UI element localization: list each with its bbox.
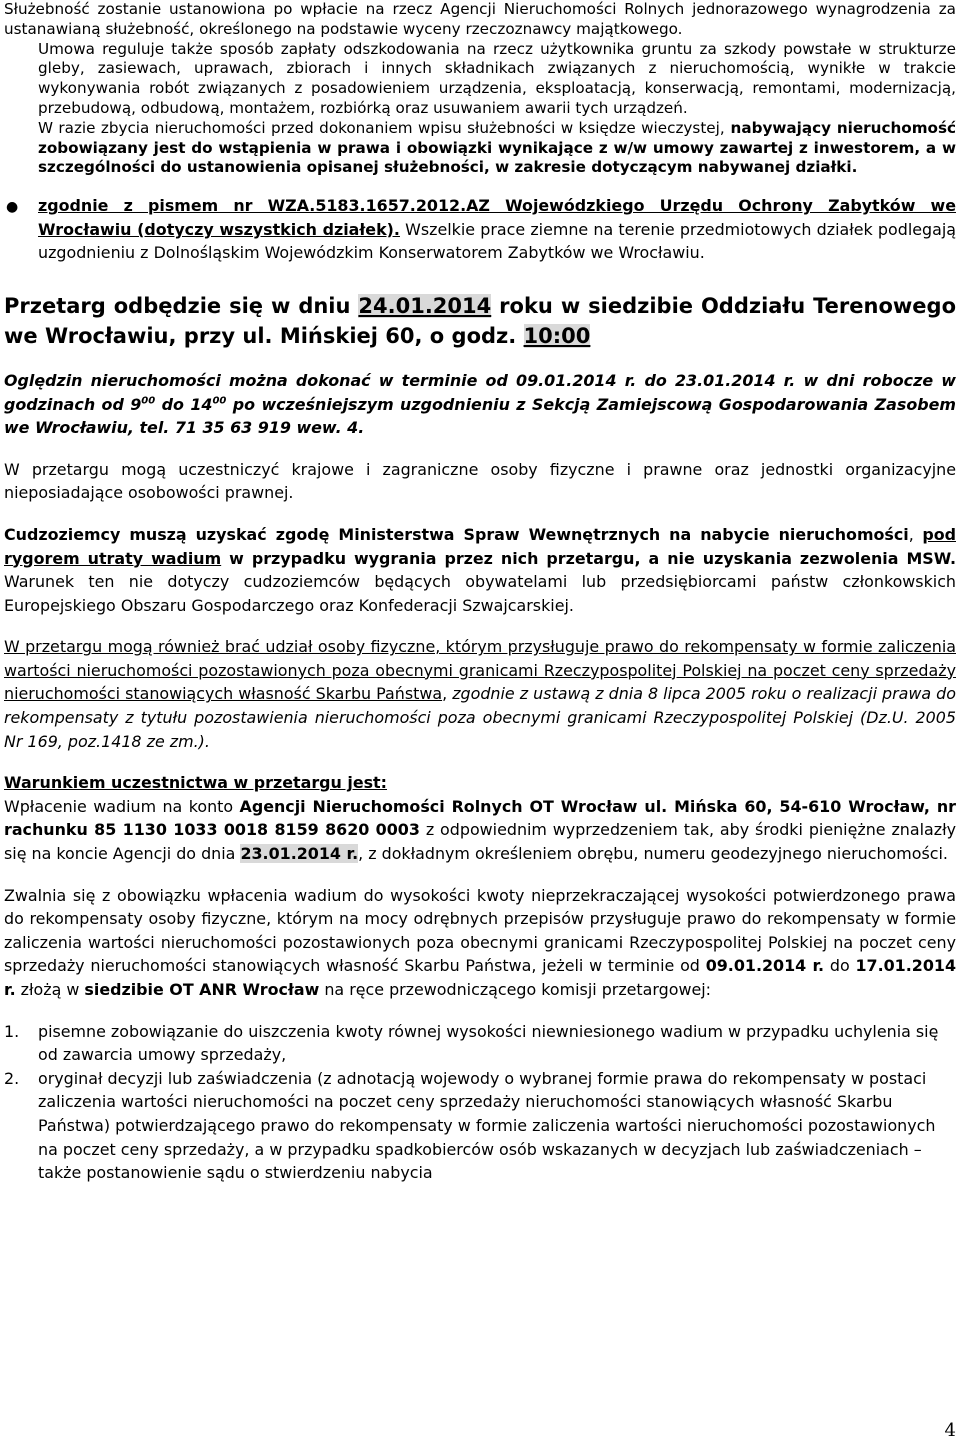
deposit-account: Agencji Nieruchomości Rolnych OT Wrocław ul. Mińska 60, 54-610 Wrocław, nr rachunku 85 1130 1033 0018 8159 8620 0003 (4, 796, 956, 840)
compensation-legal-basis: zgodnie z ustawą z dnia 8 lipca 2005 roku o realizacji prawa do rekompensaty z tytułu pozostawienia nieruchomości poza obecnymi granicami Rzeczypospolitej Polskiej (Dz.U. 2005 Nr 169, poz.1418 ze zm.). (4, 684, 956, 751)
paragraph-compensation-terms: Umowa reguluje także sposób zapłaty odszkodowania na rzecz użytkownika gruntu za szkody powstałe w strukturze gleby, zasiewach, uprawach, zbiorach i innych składnikach związanych z nieruchomością, wynikłe w trakcie wykonywania robót związanych z posadowieniem urządzenia, eksploatacją, konserwacją, remontami, modernizacją, przebudową, odbudową, montażem, rozbiórką oraz usuwaniem awarii tych urządzeń. (38, 39, 956, 117)
exemption-start-date: 09.01.2014 r. (705, 956, 825, 976)
monuments-office-reference: zgodnie z pismem nr WZA.5183.1657.2012.AZ Wojewódzkiego Urzędu Ochrony Zabytków we Wrocławiu (dotyczy wszystkich działek). (38, 196, 956, 239)
bullet-item-text (38, 194, 956, 265)
list-item-text: oryginał decyzji lub zaświadczenia (z adnotacją wojewody o wybranej formie prawa do rekompensaty w postaci zaliczenia wartości nieruchomości na poczet ceny sprzedaży nieruchomości stanowiących własność Skarbu Państwa) potwierdzającego prawo do rekompensaty w formie zaliczenia wartości nieruchomości pozostawionych na poczet ceny sprzedaży, a w przypadku spadkobierców osób wskazanych w decyzjach lub zaświadczeniach – także postanowienie sądu o stwierdzeniu nabycia (38, 1068, 936, 1183)
exemption-paragraph (4, 884, 956, 1002)
foreigners-paragraph (4, 523, 956, 617)
compensation-eligibility: W przetargu mogą również brać udział osoby fizyczne, którym przysługuje prawo do rekompensaty w formie zaliczenia wartości nieruchomości pozostawionych poza obecnymi granicami Rzeczypospolitej Polskiej na poczet ceny sprzedaży nieruchomości stanowiących własność Skarbu Państwa (4, 637, 956, 704)
bullet-item-monuments (4, 194, 956, 265)
foreigners-permit-text: Cudzoziemcy muszą uzyskać zgodę Ministerstwa Spraw Wewnętrznych na nabycie nieruchomości (4, 524, 909, 544)
list-item-number: 1. (4, 1021, 20, 1041)
document-page (4, 0, 956, 1185)
inspection-paragraph (4, 369, 956, 440)
paragraph-sale-before-entry (4, 119, 956, 178)
foreigners-condition: w przypadku wygrania przez nich przetargu, a nie uzyskania zezwolenia MSW. (221, 548, 956, 568)
auction-heading (4, 291, 956, 351)
list-item (4, 1020, 956, 1067)
inspection-text: Oględzin nieruchomości można dokonać w terminie od 09.01.2014 r. do 23.01.2014 r. w dni robocze w godzinach od 9 (4, 370, 956, 414)
inspection-text-to: do 14 (155, 394, 213, 414)
exemption-submit: złożą w (15, 980, 85, 1000)
conditions-heading: Warunkiem uczestnictwa w przetargu jest: (4, 773, 388, 793)
auction-heading-text: Przetarg odbędzie się w dniu (4, 293, 359, 318)
list-item-text: pisemne zobowiązanie do uiszczenia kwoty równej wysokości niewniesionego wadium w przypadku uchylenia się od zawarcia umowy sprzedaży, (38, 1021, 939, 1065)
deposit-deadline-date: 23.01.2014 r. (240, 844, 359, 864)
auction-heading-location: roku w siedzibie Oddziału Terenowego we Wrocławiu, przy ul. Mińskiej 60, o godz. (4, 293, 956, 348)
sale-before-entry-obligation: nabywający nieruchomość zobowiązany jest do wstąpienia w prawa i obowiązki wynikające z w/w umowy zawartej z inwestorem, a w szczególności do ustanowienia opisanej służebności, w zakresie dotyczącym nabywanej działki. (38, 118, 956, 177)
auction-time: 10:00 (523, 323, 591, 348)
inspection-contact: po wcześniejszym uzgodnieniu z Sekcją Zamiejscową Gospodarowania Zasobem we Wrocławiu, tel. 71 35 63 919 wew. 4. (4, 394, 956, 438)
deposit-paragraph (4, 795, 956, 866)
paragraph-servitude: Służebność zostanie ustanowiona po wpłacie na rzecz Agencji Nieruchomości Rolnych jednorazowego wynagrodzenia za ustanawianą służebność, określonego na podstawie wyceny rzeczoznawcy majątkowego. (4, 0, 956, 38)
deposit-deadline-text: z odpowiednim wyprzedzeniem tak, aby środki pieniężne znalazły się na koncie Agencji do dnia (4, 820, 957, 864)
deposit-details: , z dokładnym określeniem obrębu, numeru geodezyjnego nieruchomości. (358, 844, 948, 864)
participants-paragraph: W przetargu mogą uczestniczyć krajowe i zagraniczne osoby fizyczne i prawne oraz jednostki organizacyjne nieposiadające osobowości prawnej. (4, 459, 956, 503)
page-number: 4 (944, 1420, 956, 1441)
exemption-text: Zwalnia się z obowiązku wpłacenia wadium do wysokości kwoty nieprzekraczającej wysokości potwierdzonego prawa do rekompensaty osoby fizyczne, którym na mocy odrębnych przepisów przysługuje prawo do rekompensaty w formie zaliczenia wartości nieruchomości pozostawionych poza obecnymi granicami Rzeczypospolitej Polskiej na poczet ceny sprzedaży nieruchomości stanowiących własność Skarbu Państwa, jeżeli w terminie od (4, 885, 956, 976)
foreigners-comma: , (908, 524, 923, 544)
exemption-office: siedzibie OT ANR Wrocław (84, 980, 320, 1000)
inspection-hour-start-minutes: 00 (141, 395, 156, 407)
auction-date: 24.01.2014 (358, 293, 492, 318)
exemption-recipient: na ręce przewodniczącego komisji przetargowej: (319, 980, 712, 1000)
compensation-comma: , (442, 684, 453, 704)
sale-before-entry-text: W razie zbycia nieruchomości przed dokonaniem wpisu służebności w księdze wieczystej, (38, 118, 725, 137)
foreigners-exception: Warunek ten nie dotyczy cudzoziemców będących obywatelami lub przedsiębiorcami państw członkowskich Europejskiego Obszaru Gospodarczego oraz Konfederacji Szwajcarskiej. (4, 572, 956, 615)
bullet-icon: ● (6, 199, 19, 216)
exemption-end-date: 17.01.2014 r. (4, 956, 956, 1000)
inspection-hour-end-minutes: 00 (212, 395, 227, 407)
compensation-paragraph (4, 635, 956, 753)
exemption-to: do (824, 956, 856, 976)
foreigners-penalty: pod rygorem utraty wadium (4, 524, 956, 568)
required-documents-list (4, 1020, 956, 1185)
list-item-number: 2. (4, 1068, 20, 1088)
list-item (4, 1067, 956, 1185)
deposit-text: Wpłacenie wadium na konto (4, 796, 240, 816)
monuments-office-note: Wszelkie prace ziemne na terenie przedmiotowych działek podlegają uzgodnieniu z Dolnośląskim Wojewódzkim Konserwatorem Zabytków we Wrocławiu. (38, 219, 956, 263)
